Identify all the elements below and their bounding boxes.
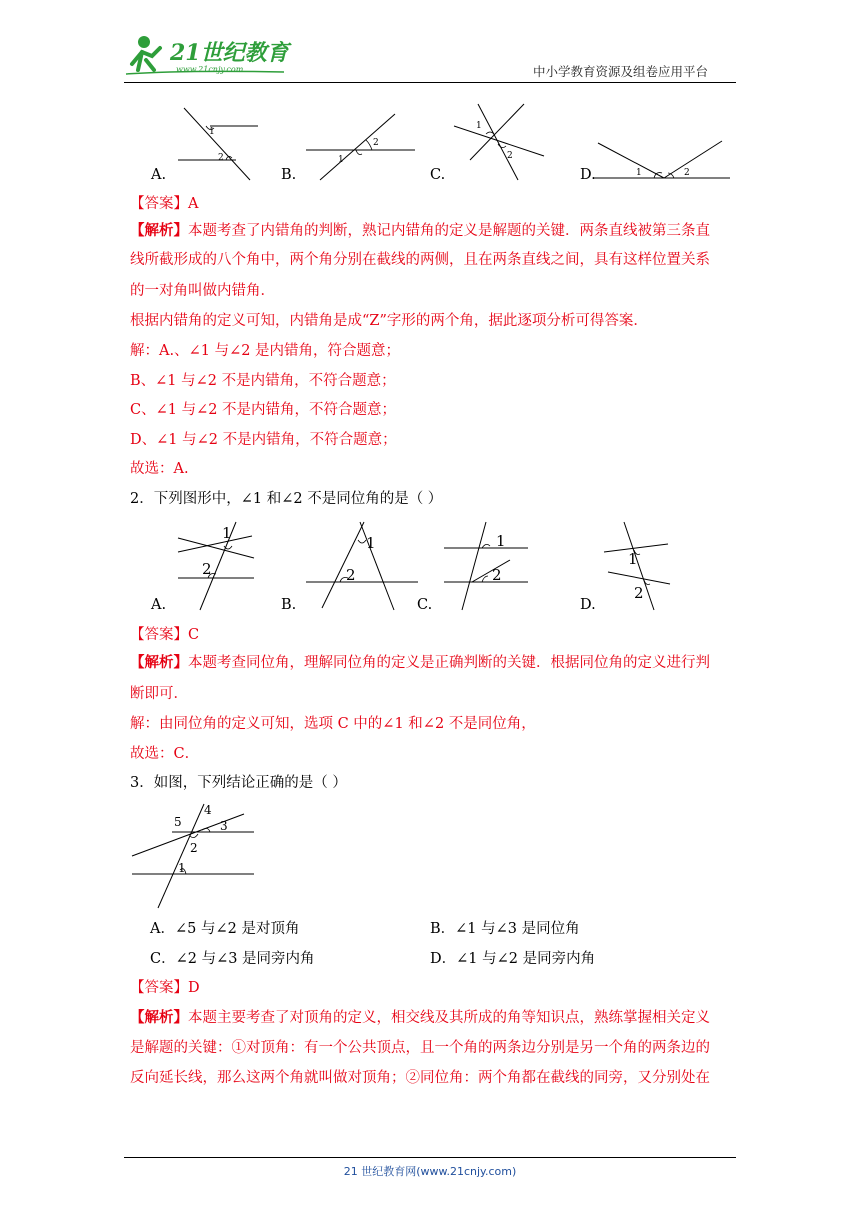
q3-analysis-3: 反向延长线，那么这两个角就叫做对顶角；②同位角：两个角都在截线的同旁，又分别处在 — [130, 1070, 710, 1086]
q3-choice-d: D．∠1 与∠2 是同旁内角 — [430, 951, 596, 967]
q1-figure-a — [170, 104, 270, 184]
q1-analysis-4: 根据内错角的定义可知，内错角是成“Z”字形的两个角，据此逐项分析可得答案． — [130, 313, 648, 329]
q1-analysis-tag: 【解析】 — [130, 222, 188, 239]
q2-analysis-4: 故选：C． — [130, 746, 200, 762]
header-divider — [124, 82, 736, 83]
q3-choice-c: C．∠2 与∠3 是同旁内角 — [150, 951, 315, 967]
footer-text[interactable]: 21 世纪教育网(www.21cnjy.com) — [343, 1165, 517, 1178]
q3-stem: 3．如图，下列结论正确的是（ ） — [130, 775, 347, 791]
q3-label-3: 3 — [220, 819, 228, 833]
q1-analysis-8: D、∠1 与∠2 不是内错角，不符合题意； — [130, 432, 397, 448]
q1-analysis-5: 解：A.、∠1 与∠2 是内错角，符合题意； — [130, 343, 401, 359]
q1c-label-1: 1 — [476, 121, 482, 131]
q2-figure-c — [440, 518, 535, 613]
q2a-label-2: 2 — [202, 560, 212, 578]
q2d-label-1: 1 — [628, 550, 638, 568]
q2-analysis-1: 【解析】本题考查同位角，理解同位角的定义是正确判断的关键．根据同位角的定义进行判 — [130, 654, 710, 671]
q1-analysis-1: 【解析】本题考查了内错角的判断，熟记内错角的定义是解题的关键．两条直线被第三条直 — [130, 222, 710, 239]
q2-analysis-2: 断即可． — [130, 686, 188, 702]
footer-divider — [124, 1157, 736, 1158]
q2-option-c: C. — [417, 597, 433, 613]
q1-analysis-6: B、∠1 与∠2 不是内错角，不符合题意； — [130, 373, 396, 389]
q2-option-d: D. — [580, 597, 596, 613]
q1-analysis-3: 的一对角叫做内错角． — [130, 283, 275, 299]
q2b-label-1: 1 — [366, 534, 376, 552]
q3-analysis-tag: 【解析】 — [130, 1009, 188, 1026]
q3-choice-b: B．∠1 与∠3 是同位角 — [430, 921, 580, 937]
q2d-label-2: 2 — [634, 584, 644, 602]
q3-answer: 【答案】D — [130, 980, 200, 996]
q1a-label-2: 2 — [218, 153, 224, 163]
q1c-label-2: 2 — [507, 151, 513, 161]
q2-analysis-tag: 【解析】 — [130, 654, 188, 671]
q1-analysis-7: C、∠1 与∠2 不是内错角，不符合题意； — [130, 402, 397, 418]
q2b-label-2: 2 — [346, 566, 356, 584]
q2-stem: 2．下列图形中，∠1 和∠2 不是同位角的是（ ） — [130, 491, 443, 507]
q2-option-a: A. — [151, 597, 167, 613]
q1d-label-1: 1 — [636, 168, 642, 178]
logo-text: 21世纪教育 — [170, 40, 289, 66]
q1-option-a: A. — [151, 167, 167, 183]
q3-label-5: 5 — [174, 815, 182, 829]
q2c-label-2: 2 — [492, 566, 502, 584]
q2-option-b: B. — [281, 597, 297, 613]
q1b-label-2: 2 — [373, 138, 379, 148]
header-tagline: 中小学教育资源及组卷应用平台 — [533, 64, 709, 79]
q1-analysis-9: 故选：A. — [130, 461, 189, 477]
q1-option-c: C. — [430, 167, 446, 183]
q1-figure-c — [450, 100, 550, 185]
q1-analysis-2: 线所截形成的八个角中，两个角分别在截线的两侧，且在两条直线之间，具有这样位置关系 — [130, 252, 710, 268]
q2a-label-1: 1 — [222, 524, 232, 542]
q1-option-d: D. — [580, 167, 596, 183]
q2c-label-1: 1 — [496, 532, 506, 550]
q1a-label-1: 1 — [209, 127, 215, 137]
q3-label-4: 4 — [204, 803, 212, 817]
q2-figure-d — [600, 518, 675, 613]
q3-label-2: 2 — [190, 841, 198, 855]
q3-figure — [128, 800, 263, 910]
q2-analysis-3: 解：由同位角的定义可知，选项 C 中的∠1 和∠2 不是同位角， — [130, 716, 536, 732]
q3-choice-a: A．∠5 与∠2 是对顶角 — [150, 921, 300, 937]
logo-runner-icon — [124, 30, 294, 82]
q2-answer: 【答案】C — [130, 627, 200, 643]
q3-label-1: 1 — [178, 861, 186, 875]
q1-answer: 【答案】A — [130, 196, 199, 212]
q1b-label-1: 1 — [338, 155, 344, 165]
q1d-label-2: 2 — [684, 168, 690, 178]
q3-analysis-2: 是解题的关键：①对顶角：有一个公共顶点，且一个角的两条边分别是另一个角的两条边的 — [130, 1040, 710, 1056]
q3-analysis-1: 【解析】本题主要考查了对顶角的定义，相交线及其所成的角等知识点，熟练掌握相关定义 — [130, 1009, 710, 1026]
logo-url: www.21cnjy.com — [176, 65, 244, 74]
q1-figure-b — [300, 110, 425, 185]
q2-figure-a — [170, 518, 260, 613]
site-logo[interactable] — [124, 30, 294, 82]
q2-figure-b — [300, 518, 425, 613]
q1-figure-d — [590, 135, 735, 185]
q1-option-b: B. — [281, 167, 297, 183]
